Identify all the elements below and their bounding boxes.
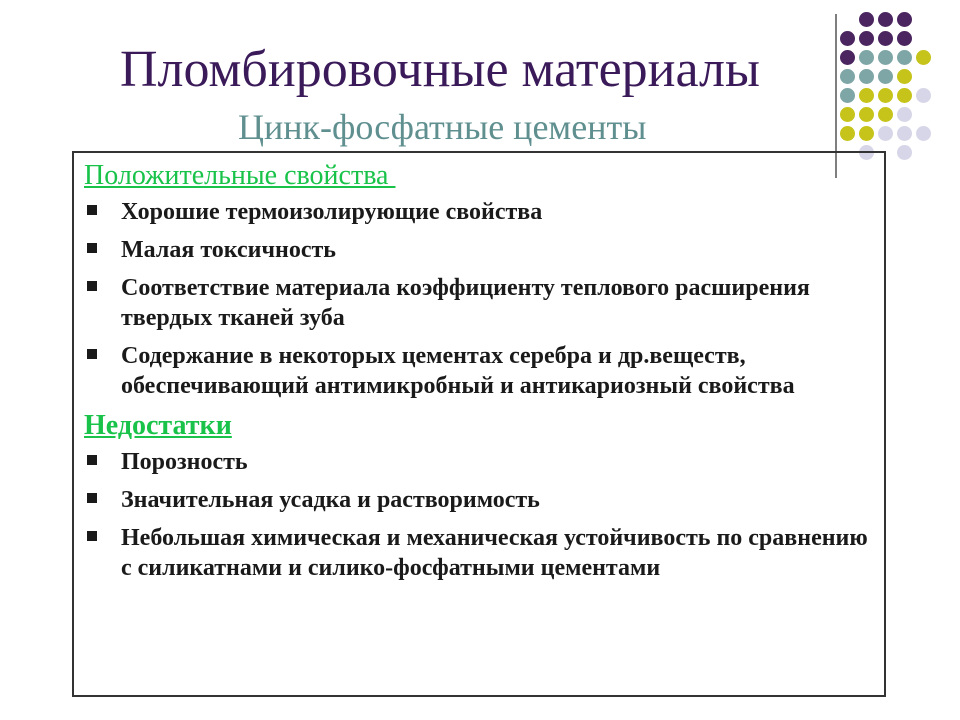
content-box [72, 151, 886, 697]
list-item [84, 341, 872, 401]
list-item-text: Соответствие материала коэффициенту теплового расширения твердых тканей зуба [121, 275, 810, 331]
decorative-dot [897, 12, 912, 27]
decorative-dot [878, 126, 893, 141]
list-item [84, 447, 872, 477]
advantages-list [84, 197, 872, 401]
decorative-dot [878, 31, 893, 46]
slide-subtitle: Цинк-фосфатные цементы [238, 107, 647, 147]
slide-title: Пломбировочные материалы [120, 41, 760, 98]
decorative-dot [897, 69, 912, 84]
decorative-dot [878, 12, 893, 27]
decorative-dot [859, 126, 874, 141]
decorative-dot [916, 50, 931, 65]
decorative-dot [897, 107, 912, 122]
square-bullet-icon [87, 243, 97, 253]
list-item-text: Малая токсичность [121, 237, 336, 263]
decorative-dot [878, 107, 893, 122]
square-bullet-icon [87, 281, 97, 291]
decorative-dot [916, 126, 931, 141]
list-item [84, 523, 872, 583]
section-heading-advantages: Положительные свойства [84, 160, 396, 191]
decorative-dot [840, 126, 855, 141]
decorative-dot [840, 107, 855, 122]
decorative-dot [916, 88, 931, 103]
list-item [84, 235, 872, 265]
decorative-dot [859, 12, 874, 27]
square-bullet-icon [87, 493, 97, 503]
list-item [84, 485, 872, 515]
decorative-dot [897, 145, 912, 160]
list-item-text: Содержание в некоторых цементах серебра и др.веществ, обеспечивающий антимикробный и антикариозный свойства [121, 343, 795, 399]
decorative-dot [878, 88, 893, 103]
decorative-dot [897, 31, 912, 46]
square-bullet-icon [87, 205, 97, 215]
disadvantages-list [84, 447, 872, 583]
square-bullet-icon [87, 455, 97, 465]
list-item-text: Небольшая химическая и механическая устойчивость по сравнению с силикатнами и силико-фосфатными цементами [121, 525, 868, 581]
decorative-dot [878, 50, 893, 65]
section-heading-disadvantages: Недостатки [84, 410, 232, 441]
list-item [84, 197, 872, 227]
decorative-dot [878, 69, 893, 84]
square-bullet-icon [87, 531, 97, 541]
decorative-dot [897, 126, 912, 141]
list-item-text: Порозность [121, 449, 248, 475]
list-item [84, 273, 872, 333]
list-item-text: Значительная усадка и растворимость [121, 487, 540, 513]
decorative-dot [859, 107, 874, 122]
square-bullet-icon [87, 349, 97, 359]
decorative-dot [897, 50, 912, 65]
decorative-dot [897, 88, 912, 103]
list-item-text: Хорошие термоизолирующие свойства [121, 199, 543, 225]
